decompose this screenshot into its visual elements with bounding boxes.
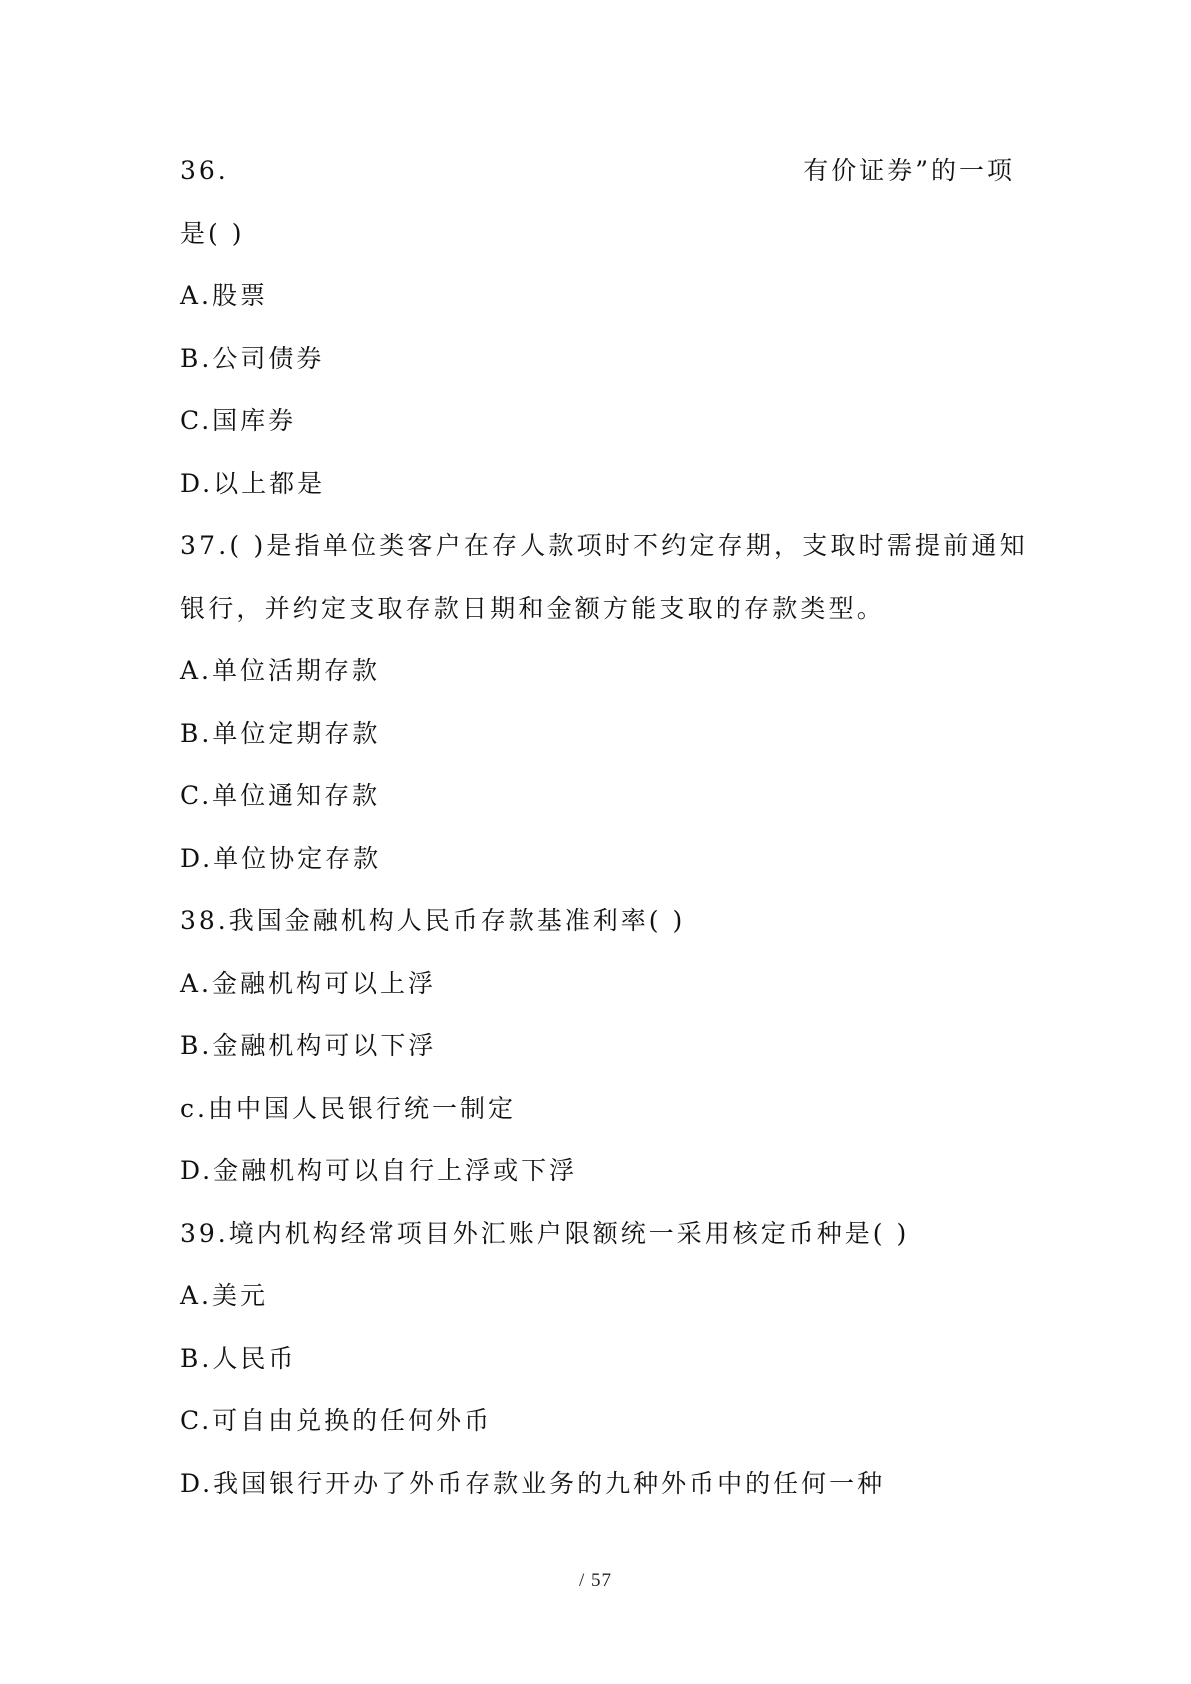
- question-39-option-c: C.可自由兑换的任何外币: [180, 1406, 493, 1435]
- question-38-option-a: A.金融机构可以上浮: [180, 968, 437, 998]
- question-36-option-d: D.以上都是: [180, 468, 326, 498]
- question-39-option-b: B.人民币: [180, 1343, 297, 1373]
- question-37-option-a: A.单位活期存款: [180, 656, 381, 685]
- question-36-option-a: A.股票: [180, 281, 269, 310]
- question-36-stem-continued: 是( ): [180, 218, 245, 248]
- question-39-stem: 39.境内机构经常项目外汇账户限额统一采用核定币种是( ): [180, 1218, 910, 1248]
- question-38-option-b: B.金融机构可以下浮: [180, 1031, 437, 1060]
- page-number: / 57: [578, 1570, 613, 1591]
- question-36-option-c: C.国库券: [180, 406, 297, 435]
- question-36-option-b: B.公司债券: [180, 343, 325, 373]
- question-38-option-d: D.金融机构可以自行上浮或下浮: [180, 1156, 578, 1185]
- question-36-stem-text: 有价证券”的一项: [803, 156, 1015, 185]
- question-39-option-a: A.美元: [180, 1281, 269, 1310]
- question-36-stem: [180, 140, 1015, 203]
- question-36-number: 36.: [180, 156, 229, 185]
- question-37-option-c: C.单位通知存款: [180, 781, 381, 810]
- question-38-stem: 38.我国金融机构人民币存款基准利率( ): [180, 906, 686, 935]
- question-37-option-b: B.单位定期存款: [180, 718, 381, 748]
- question-37-stem-line1: 37.( )是指单位类客户在存人款项时不约定存期，支取时需提前通知: [180, 531, 1028, 560]
- question-list: [180, 140, 1028, 1515]
- question-37-option-d: D.单位协定存款: [180, 843, 382, 873]
- question-39-option-d: D.我国银行开办了外币存款业务的九种外币中的任何一种: [180, 1468, 886, 1498]
- question-38-option-c: c.由中国人民银行统一制定: [180, 1093, 516, 1123]
- question-37-stem-line2: 银行，并约定支取存款日期和金额方能支取的存款类型。: [180, 593, 886, 623]
